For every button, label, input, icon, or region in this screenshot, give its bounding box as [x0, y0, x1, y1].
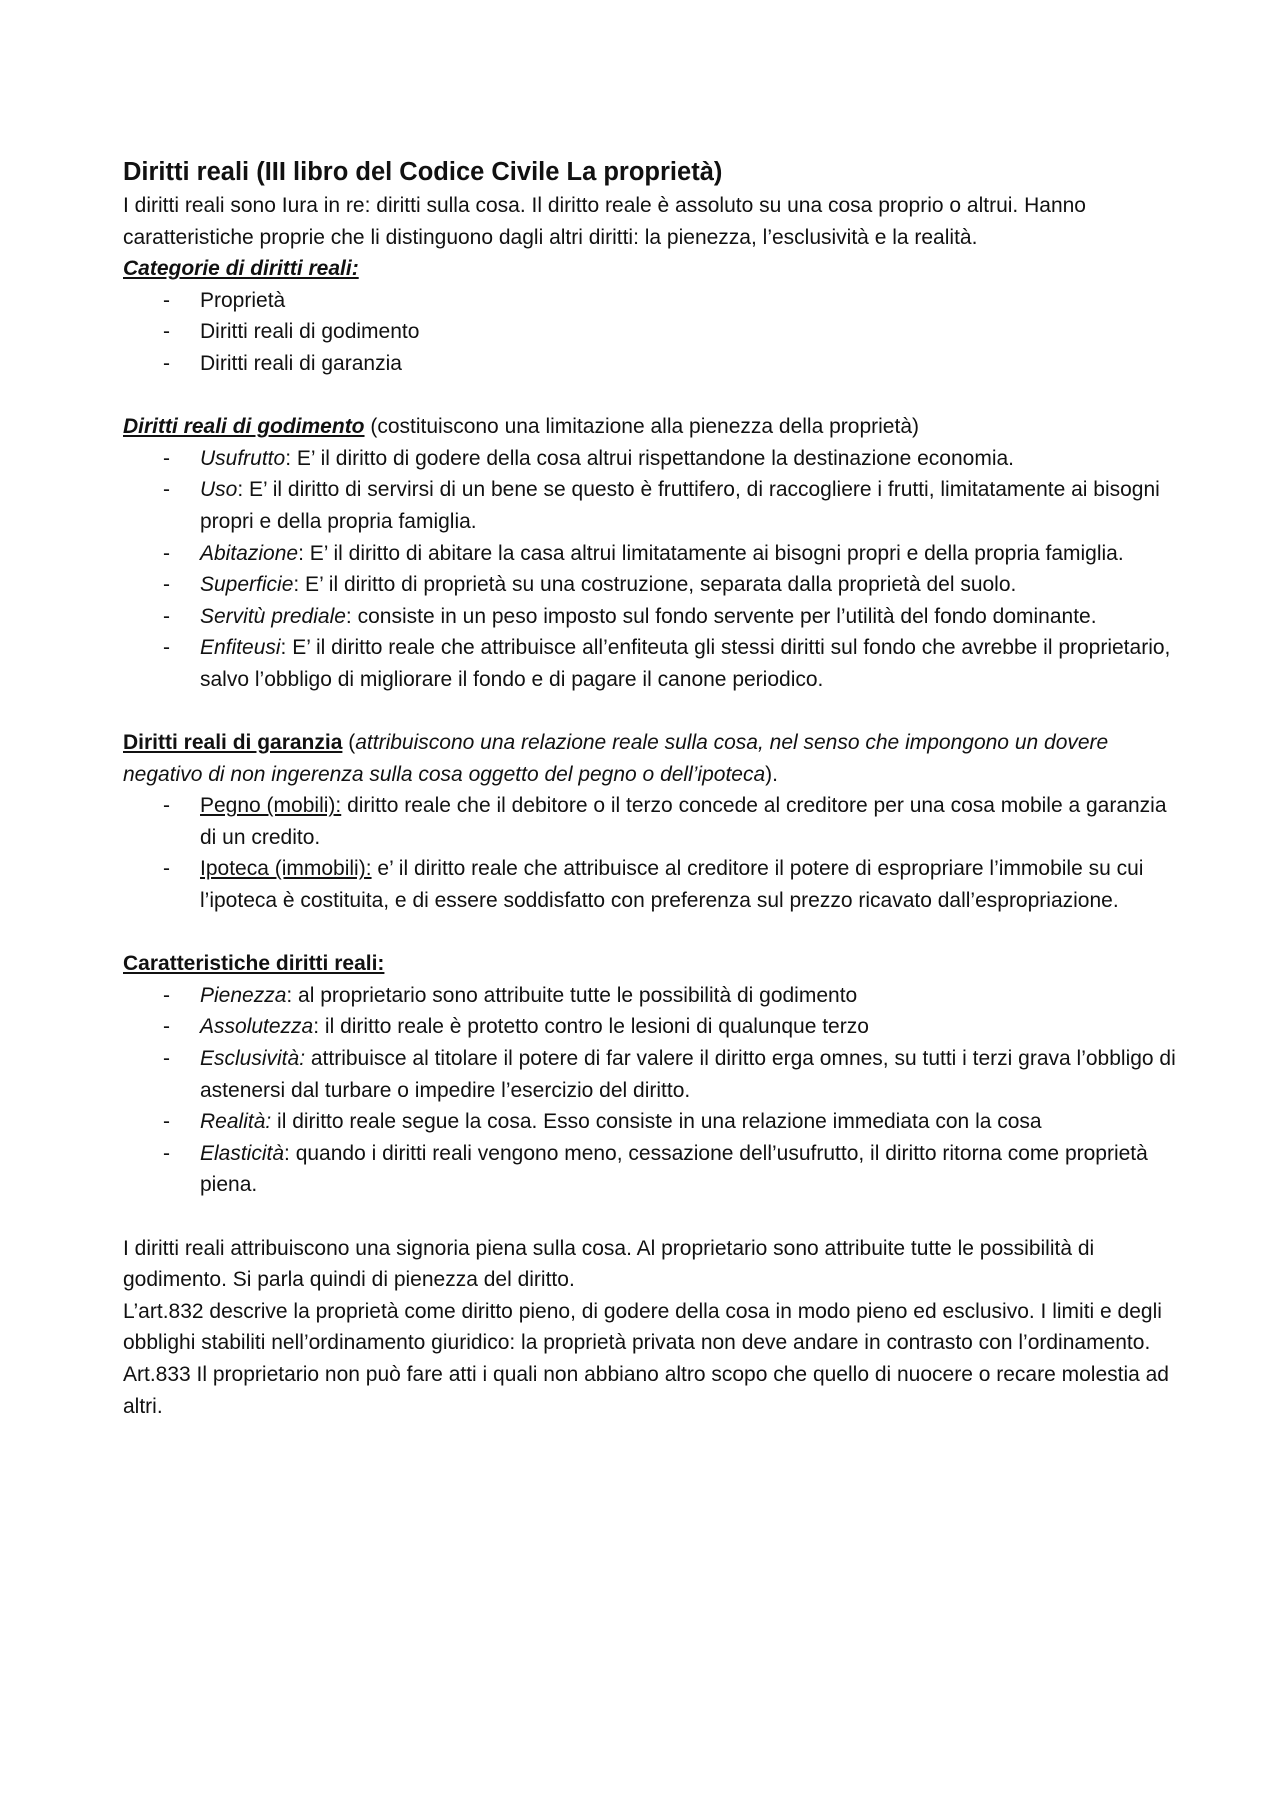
item-term: Servitù prediale: [200, 604, 346, 628]
item-text: e’ il diritto reale che attribuisce al creditore il potere di espropriare l’immobile su cui l’ipoteca è costituita, e di essere soddisfatto con preferenza sul prezzo ricavato dall’espropriazione.: [200, 857, 1144, 913]
list-item: [123, 601, 1183, 633]
item-text: : E’ il diritto reale che attribuisce all’enfiteuta gli stessi diritti sul fondo che avrebbe il proprietario, salvo l’obbligo di migliorare il fondo e di pagare il canone periodico.: [200, 636, 1171, 691]
item-term: Assolutezza: [200, 1015, 314, 1039]
list-item: [123, 1138, 1183, 1201]
caratteristiche-heading: [123, 948, 1183, 980]
item-term: Superficie: [200, 573, 294, 597]
dash-bullet: -: [163, 1047, 170, 1071]
closing-paragraph: Art.833 Il proprietario non può fare atti i quali non abbiano altro scopo che quello di nuocere o recare molestia ad altri.: [123, 1362, 1169, 1418]
item-text: : E’ il diritto di servirsi di un bene se questo è fruttifero, di raccogliere i frutti, limitatamente ai bisogni propri e della propria famiglia.: [200, 478, 1160, 533]
item-text: : consiste in un peso imposto sul fondo servente per l’utilità del fondo dominante.: [345, 604, 1097, 628]
item-term: Esclusività:: [200, 1047, 306, 1071]
item-term: Enfiteusi: [200, 636, 281, 660]
item-term: Usufrutto: [200, 446, 286, 470]
item-term: Elasticità: [200, 1141, 285, 1165]
list-item: [123, 1043, 1183, 1106]
item-term: Uso: [200, 478, 238, 502]
list-item: [123, 474, 1183, 537]
godimento-heading-text: Diritti reali di godimento: [123, 415, 365, 439]
list-item: [123, 443, 1183, 475]
dash-bullet: -: [163, 636, 170, 660]
garanzia-heading: [123, 727, 1183, 790]
item-text: : E’ il diritto di abitare la casa altrui limitatamente ai bisogni propri e della propria famiglia.: [298, 541, 1124, 565]
closing-paragraph: I diritti reali attribuiscono una signoria piena sulla cosa. Al proprietario sono attribuite tutte le possibilità di godimento. Si parla quindi di pienezza del diritto.: [123, 1236, 1095, 1292]
item-term: Pegno (mobili):: [200, 794, 342, 818]
item-text: attribuisce al titolare il potere di far valere il diritto erga omnes, su tutti i terzi grava l’obbligo di astenersi dal turbare o impedire l’esercizio del diritto.: [200, 1047, 1176, 1102]
list-item-text: Diritti reali di godimento: [200, 320, 420, 344]
item-term: Realità:: [200, 1110, 272, 1134]
list-item: [123, 790, 1183, 853]
garanzia-subtitle: attribuiscono una relazione reale sulla cosa, nel senso che impongono un dovere negativo di non ingerenza sulla cosa oggetto del pegno o dell’ipoteca: [123, 731, 1109, 786]
document-title: Diritti reali (III libro del Codice Civile La proprietà): [123, 158, 723, 186]
caratteristiche-heading-text: Caratteristiche diritti reali:: [123, 952, 385, 976]
dash-bullet: -: [163, 604, 170, 628]
item-text: : E’ il diritto di proprietà su una costruzione, separata dalla proprietà del suolo.: [293, 573, 1017, 597]
item-text: : E’ il diritto di godere della cosa altrui rispettandone la destinazione economia.: [285, 446, 1015, 470]
dash-bullet: -: [163, 1110, 170, 1134]
dash-bullet: -: [163, 351, 170, 375]
blank-line: [123, 380, 1183, 412]
item-term: Pienezza: [200, 983, 287, 1007]
item-text: : il diritto reale è protetto contro le lesioni di qualunque terzo: [313, 1015, 869, 1039]
list-item: [123, 980, 1183, 1012]
dash-bullet: -: [163, 857, 170, 881]
blank-line: [123, 696, 1183, 728]
list-item-text: Diritti reali di garanzia: [200, 351, 402, 375]
categorie-heading-text: Categorie di diritti reali:: [123, 257, 359, 281]
list-item: [123, 569, 1183, 601]
blank-line: [123, 917, 1183, 949]
godimento-heading: [123, 411, 1183, 443]
closing-paragraph: L’art.832 descrive la proprietà come diritto pieno, di godere della cosa in modo pieno ed esclusivo. I limiti e degli obblighi stabiliti nell’ordinamento giuridico: la proprietà privata non deve andare in contrasto con l’ordinamento.: [123, 1299, 1162, 1355]
item-term: Abitazione: [200, 541, 299, 565]
dash-bullet: -: [163, 541, 170, 565]
list-item: [123, 348, 1183, 380]
dash-bullet: -: [163, 794, 170, 818]
list-item: [123, 538, 1183, 570]
item-text: : al proprietario sono attribuite tutte le possibilità di godimento: [286, 983, 858, 1007]
categorie-heading: [123, 253, 1183, 285]
godimento-list: [123, 443, 1183, 696]
dash-bullet: -: [163, 1141, 170, 1165]
godimento-subtitle: (costituiscono una limitazione alla pienezza della proprietà): [364, 415, 919, 439]
list-item: [123, 316, 1183, 348]
list-item: [123, 853, 1183, 916]
item-term: Ipoteca (immobili):: [200, 857, 372, 881]
dash-bullet: -: [163, 573, 170, 597]
item-text: diritto reale che il debitore o il terzo concede al creditore per una cosa mobile a garanzia di un credito.: [200, 794, 1167, 849]
dash-bullet: -: [163, 1015, 170, 1039]
garanzia-close: ).: [765, 762, 778, 786]
item-text: il diritto reale segue la cosa. Esso consiste in una relazione immediata con la cosa: [271, 1110, 1042, 1134]
caratteristiche-list: [123, 980, 1183, 1201]
dash-bullet: -: [163, 478, 170, 502]
item-text: : quando i diritti reali vengono meno, cessazione dell’usufrutto, il diritto ritorna come proprietà piena.: [200, 1141, 1148, 1197]
list-item: [123, 632, 1183, 695]
list-item: [123, 285, 1183, 317]
list-item: [123, 1011, 1183, 1043]
intro-paragraph: I diritti reali sono Iura in re: diritti sulla cosa. Il diritto reale è assoluto su una cosa proprio o altrui. Hanno caratteristiche proprie che li distinguono dagli altri diritti: la pienezza, l’esclusività e la realità.: [123, 194, 1086, 249]
garanzia-list: [123, 790, 1183, 916]
categorie-list: [123, 285, 1183, 380]
dash-bullet: -: [163, 320, 170, 344]
document-page: [123, 154, 1183, 1422]
garanzia-open: (: [342, 731, 356, 755]
list-item: [123, 1106, 1183, 1138]
dash-bullet: -: [163, 983, 170, 1007]
dash-bullet: -: [163, 288, 170, 312]
dash-bullet: -: [163, 446, 170, 470]
list-item-text: Proprietà: [200, 288, 286, 312]
blank-line: [123, 1201, 1183, 1233]
garanzia-heading-text: Diritti reali di garanzia: [123, 731, 343, 755]
